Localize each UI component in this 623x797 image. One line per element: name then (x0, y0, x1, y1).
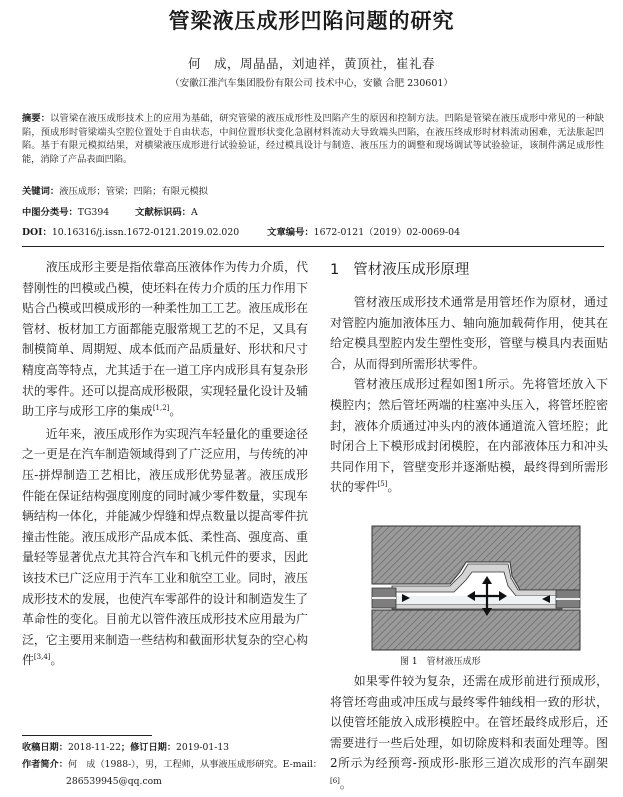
author-bio-label: 作者简介： (22, 759, 68, 770)
doc-code-value: A (190, 207, 198, 218)
paragraph-end: 。 (387, 480, 400, 495)
upper-die (372, 526, 580, 590)
author-list: 何 成，周晶晶，刘迪祥，黄顶社，崔礼春 (187, 56, 435, 71)
doi-line (22, 226, 460, 239)
lower-die (372, 610, 580, 650)
paragraph-text: 近年来，液压成形作为实现汽车轻量化的重要途径之一更是在汽车制造领域得到了广泛应用，与传统的冲压-拼焊制造工艺相比，液压成形优势显著。液压成形件能在保证结构强度刚度的同时减少零件数量，实现车辆结构一体化，并能减少焊缝和焊点数量以提高零件抗撞击性能。液压成形产品成本低、柔性高、强度高、重量轻等显著优点尤其符合汽车和飞机元件的要求，因此该技术已广泛应用于汽车工业和航空工业。同时，液压成形技术的发展，也使汽车零部件的设计和制造发生了革命性的变化。目前尤以管件液压成形技术应用最为广泛，它主要用来制造一些结构和截面形状复杂的空心构件 (22, 426, 308, 668)
classification-line (22, 206, 198, 219)
tube-bottom-wall (392, 604, 562, 609)
paragraph-end: 。 (50, 653, 63, 668)
clc-value: TG394 (77, 207, 110, 218)
footnote-divider (22, 735, 152, 736)
revised-date: 2019-01-13 (176, 742, 230, 753)
received-dates (22, 741, 229, 755)
fluid-cavity (392, 596, 562, 604)
keywords-text: 液压成形；管梁；凹陷；有限元模拟 (59, 186, 208, 197)
paragraph-end: 。 (339, 776, 352, 791)
section-number: 1 (330, 262, 340, 278)
section-heading (330, 260, 469, 280)
received-date: 2018-11-22 (67, 742, 121, 753)
citation: [5] (377, 480, 388, 489)
abstract-label: 摘要： (22, 113, 51, 124)
paragraph-text: 管材液压成形技术通常是用管坯作为原材，通过对管腔内施加液体压力、轴向施加载荷作用，使其在给定模具型腔内发生塑性变形，管壁与模具内表面贴合，从而得到所需形状零件。 (330, 295, 608, 371)
keywords-label: 关键词： (22, 186, 60, 197)
paragraph (330, 374, 608, 498)
doc-code-label: 文献标识码： (135, 207, 191, 218)
left-column (22, 257, 308, 671)
doi-value: 10.16316/j.issn.1672-0121.2019.02.020 (51, 227, 240, 238)
paragraph-end: 。 (169, 404, 182, 419)
author-bio (22, 758, 322, 772)
affiliation: （安徽江淮汽车集团股份有限公司 技术中心，安徽 合肥 230601） (170, 78, 453, 89)
paragraph-text: 如果零件较为复杂，还需在成形前进行预成形，将管坯弯曲或冲压成与最终零件轴线相一致的形状，以使管坯能放入成形模腔中。在管坯最终成形后，还需要进行一些后处理，如切除废料和表面处理等。图2所示为经预弯-预成形-胀形三道次成形的汽车副架 (330, 674, 608, 771)
keywords (22, 185, 208, 198)
right-column-bottom (330, 671, 608, 795)
paragraph-text: 液压成形主要是指依靠高压液体作为传力介质，代替刚性的凹模或凸模，使坯料在传力介质的压力作用下贴合凸模或凹模成形的一种柔性加工工艺。液压成形在管材、板材加工方面都能克服常规工艺的不足，又具有制模简单、周期短、成本低而产品质量好、形状和尺寸精度高等特点，尤其适于在一道工序内成形具有复杂形状的零件。还可以提高成形极限，实现轻量化设计及辅助工序与成形工序的集成 (22, 260, 308, 419)
paragraph (330, 292, 608, 374)
paragraph (330, 671, 608, 795)
author-bio-text: 何 成（1988-），男，工程师，从事液压成形研究。E-mail： (67, 759, 322, 770)
citation: [6] (330, 777, 340, 785)
paragraph (22, 257, 308, 422)
author-email[interactable]: 286539945@qq.com (66, 776, 162, 787)
article-number-value: 1672-0121（2019）02-0069-04 (313, 227, 460, 238)
clc-label: 中图分类号： (22, 207, 78, 218)
abstract-text: 以管梁在液压成形技术上的应用为基础，研究管梁的液压成形性及凹陷产生的原因和控制方法。凹陷是管梁在液压成形中常见的一种缺陷，预成形时管梁端头空腔位置处于自由状态，中间位置形状变化急剧材料流动大导致端头凹陷，在液压终成形时材料流动困难，无法胀起凹陷。基于有限元模拟结果，对横梁液压成形进行试验验证，经过模具设计与制造、液压压力的调整和现场调试等试验验证，该制件满足成形性能，消除了产品表面凹陷。 (22, 113, 604, 165)
paragraph (22, 424, 308, 671)
right-column-top (330, 292, 608, 498)
paragraph-text: 管材液压成形过程如图1所示。先将管坯放入下模腔内；然后管坯两端的柱塞冲头压入，将管坯腔密封，液体介质通过冲头内的液体通道流入管坯腔；此时闭合上下模形成封闭模腔，在内部液体压力和冲头共同作用下，管壁变形并逐渐贴模，最终得到所需形状的零件 (330, 377, 608, 495)
hydroforming-diagram (370, 524, 582, 652)
article-number-label: 文章编号： (267, 227, 314, 238)
received-label: 收稿日期： (22, 742, 68, 753)
revised-label: ；修订日期： (120, 742, 177, 753)
figure-caption: 图 1 管材液压成形 (400, 657, 481, 667)
citation: [3,4] (33, 653, 51, 662)
paper-title: 管梁液压成形凹陷问题的研究 (168, 8, 455, 33)
section-title: 管材液压成形原理 (353, 262, 470, 278)
header-divider (22, 246, 604, 247)
citation: [1,2] (152, 404, 170, 413)
doi-label: DOI： (22, 227, 52, 238)
abstract (22, 112, 604, 168)
